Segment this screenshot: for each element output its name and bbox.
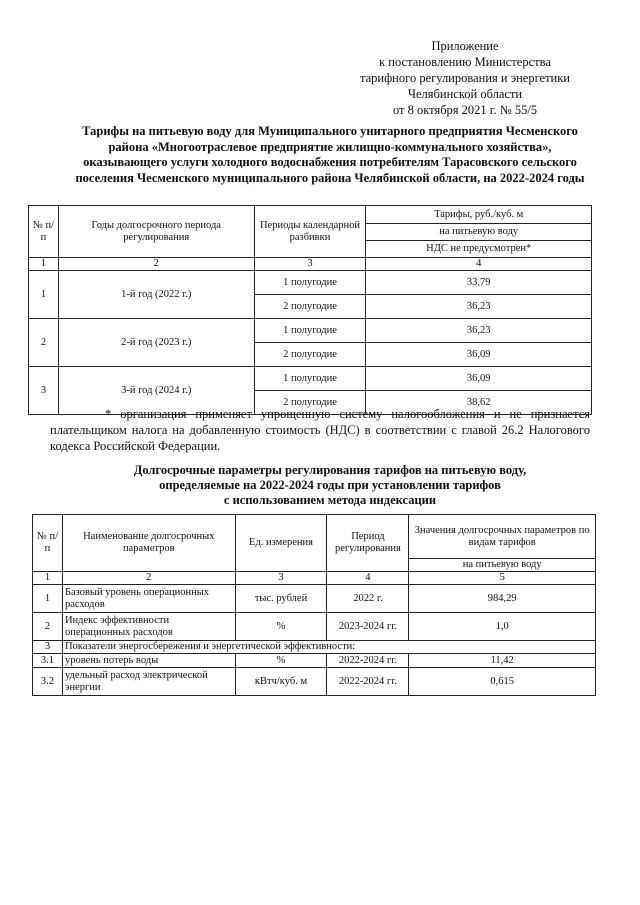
parameters-table: [32, 514, 596, 696]
appendix-header: [330, 38, 600, 118]
row-num: 3: [29, 367, 59, 415]
header-years: Годы долгосрочного периода регулирования: [58, 206, 254, 258]
tariff-value: 36,23: [366, 319, 592, 343]
param-name: Базовый уровень операционных расходов: [62, 585, 235, 613]
col-number: 3: [254, 258, 366, 271]
tariff-value: 33,79: [366, 271, 592, 295]
appendix-line: от 8 октября 2021 г. № 55/5: [392, 103, 538, 117]
row-num: 1: [33, 585, 63, 613]
row-year: 3-й год (2024 г.): [58, 367, 254, 415]
row-num: 3.2: [33, 668, 63, 696]
appendix-line: Приложение: [431, 39, 499, 53]
header-water: на питьевую воду: [366, 224, 592, 241]
half-year: 2 полугодие: [254, 295, 366, 319]
tariff-table-title: Тарифы на питьевую воду для Муниципального унитарного предприятия Чесменского района «Многоотраслевое предприятие жилищно-коммунального хозяйства», оказывающего услуги холодного водоснабжения потребителям Тарасовского сельского поселения Чесменского муниципального района Челябинской области, на 2022-2024 годы: [75, 124, 585, 185]
appendix-line: к постановлению Министерства: [379, 55, 551, 69]
title-line: определяемые на 2022-2024 годы при установлении тарифов: [159, 478, 501, 492]
param-unit: %: [235, 654, 327, 668]
half-year: 1 полугодие: [254, 271, 366, 295]
half-year: 2 полугодие: [254, 391, 366, 415]
row-num: 3: [33, 641, 63, 654]
header-unit: Ед. измерения: [235, 515, 327, 572]
col-number: 2: [62, 572, 235, 585]
row-year: 2-й год (2023 г.): [58, 319, 254, 367]
header-vat: НДС не предусмотрен*: [366, 241, 592, 258]
tariff-value: 36,23: [366, 295, 592, 319]
col-number: 3: [235, 572, 327, 585]
param-name: удельный расход электрической энергии: [62, 668, 235, 696]
param-value: 984,29: [409, 585, 596, 613]
row-num: 3.1: [33, 654, 63, 668]
half-year: 1 полугодие: [254, 319, 366, 343]
param-period: 2022-2024 гг.: [327, 654, 409, 668]
title-line: с использованием метода индексации: [223, 493, 437, 507]
col-number: 1: [33, 572, 63, 585]
header-num: № п/п: [29, 206, 59, 258]
row-num: 2: [33, 613, 63, 641]
param-unit: тыс. рублей: [235, 585, 327, 613]
row-num: 1: [29, 271, 59, 319]
tariff-table: [28, 205, 592, 415]
tariff-value: 38,62: [366, 391, 592, 415]
tariff-value: 36,09: [366, 367, 592, 391]
col-number: 5: [409, 572, 596, 585]
header-name: Наименование долгосрочных параметров: [62, 515, 235, 572]
col-number: 1: [29, 258, 59, 271]
param-period: 2022-2024 гг.: [327, 668, 409, 696]
half-year: 2 полугодие: [254, 343, 366, 367]
header-water: на питьевую воду: [409, 559, 596, 572]
param-period: 2023-2024 гг.: [327, 613, 409, 641]
footnote-text: * организация применяет упрощенную систему налогообложения и не признается плательщиком налога на добавленную стоимость (НДС) в соответствии с главой 26.2 Налогового кодекса Российской Федерации.: [50, 407, 590, 453]
row-num: 2: [29, 319, 59, 367]
param-name: Индекс эффективности операционных расходов: [62, 613, 235, 641]
col-number: 4: [366, 258, 592, 271]
title-line: Долгосрочные параметры регулирования тарифов на питьевую воду,: [133, 463, 527, 477]
appendix-line: тарифного регулирования и энергетики: [359, 71, 571, 85]
param-name: уровень потерь воды: [62, 654, 235, 668]
row-year: 1-й год (2022 г.): [58, 271, 254, 319]
col-number: 4: [327, 572, 409, 585]
param-unit: кВтч/куб. м: [235, 668, 327, 696]
half-year: 1 полугодие: [254, 367, 366, 391]
header-values: Значения долгосрочных параметров по видам тарифов: [409, 515, 596, 559]
param-value: 0,615: [409, 668, 596, 696]
param-unit: %: [235, 613, 327, 641]
header-period: Период регулирования: [327, 515, 409, 572]
parameters-table-title: [60, 463, 600, 508]
section-name: Показатели энергосбережения и энергетической эффективности:: [62, 641, 595, 654]
vat-footnote: [50, 406, 590, 454]
param-value: 11,42: [409, 654, 596, 668]
param-period: 2022 г.: [327, 585, 409, 613]
header-periods: Периоды календарной разбивки: [254, 206, 366, 258]
param-value: 1,0: [409, 613, 596, 641]
tariff-value: 36,09: [366, 343, 592, 367]
header-tariffs: Тарифы, руб./куб. м: [366, 206, 592, 224]
appendix-line: Челябинской области: [407, 87, 523, 101]
header-num: № п/п: [33, 515, 63, 572]
col-number: 2: [58, 258, 254, 271]
